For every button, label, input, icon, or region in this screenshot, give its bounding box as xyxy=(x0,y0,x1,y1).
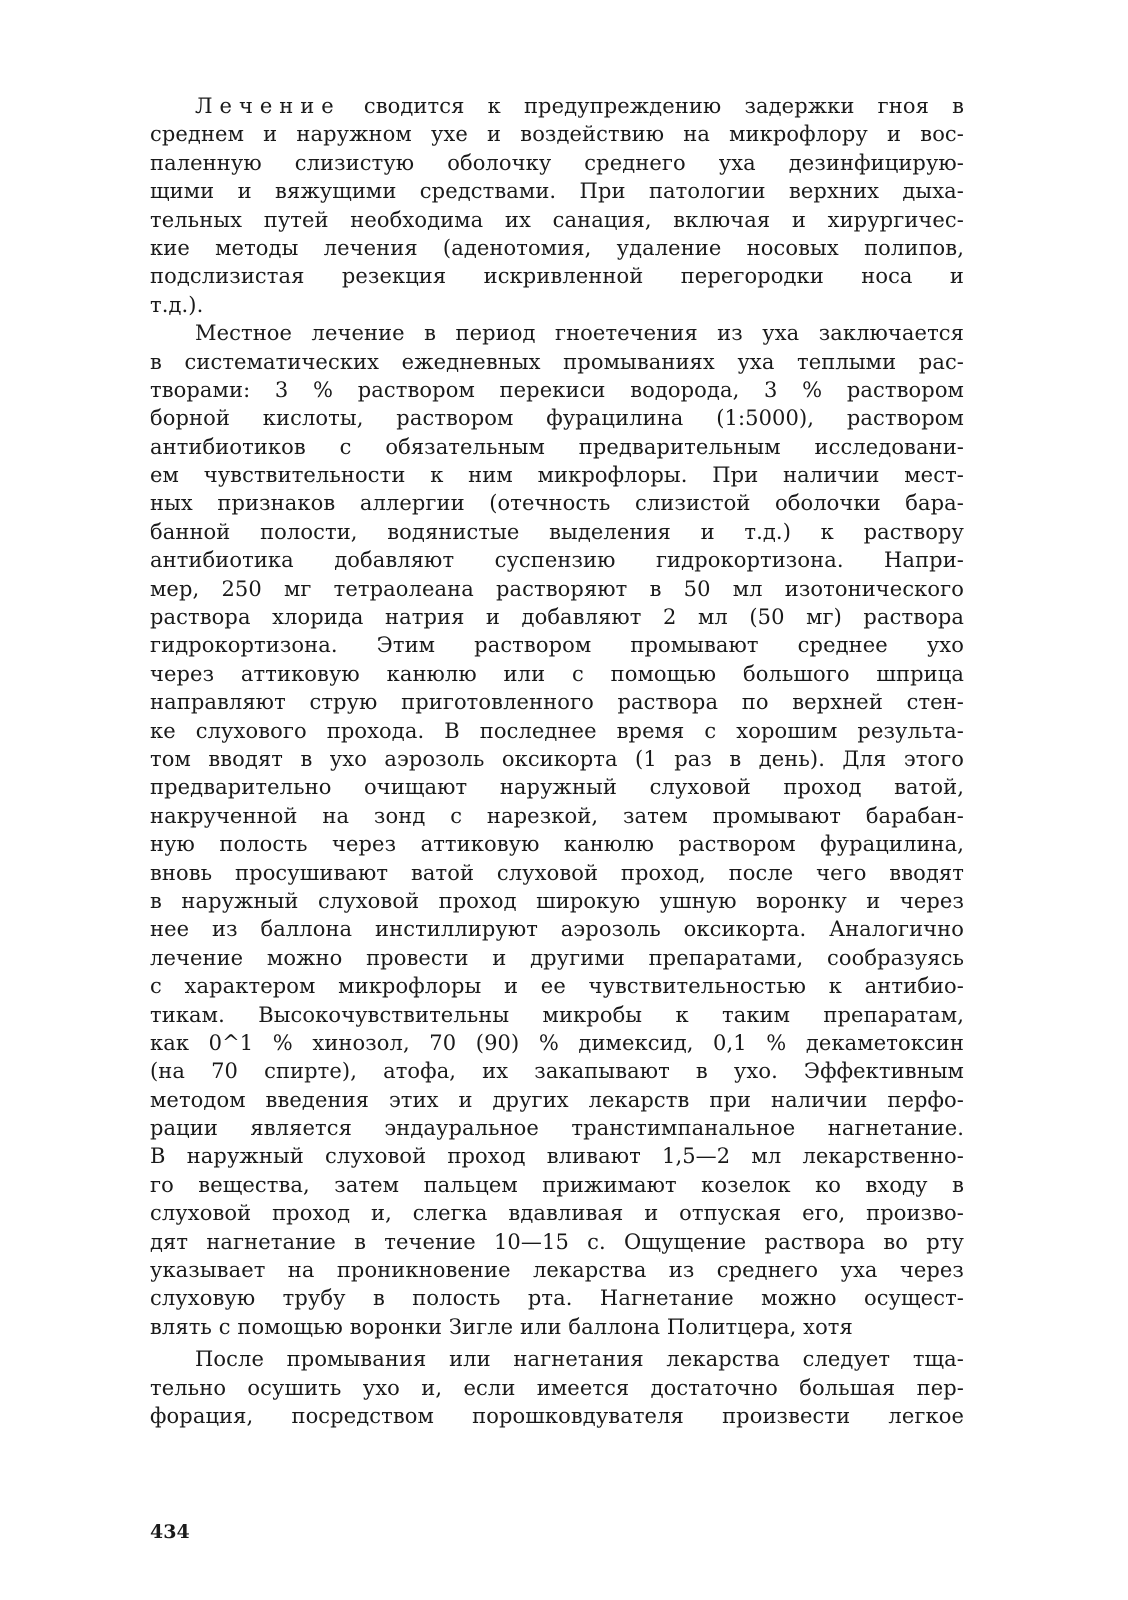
text-line: слуховую трубу в полость рта. Нагнетание можно осущест- xyxy=(150,1286,964,1311)
text-line: методом введения этих и других лекарств при наличии перфо- xyxy=(150,1087,964,1112)
text-line: нее из баллона инстиллируют аэрозоль оксикорта. Аналогично xyxy=(150,917,964,942)
text-line: форация, посредством порошковдувателя произвести легкое xyxy=(150,1403,964,1428)
text-line: паленную слизистую оболочку среднего уха дезинфицирую- xyxy=(150,150,964,175)
text-line: тикам. Высокочувствительны микробы к таким препаратам, xyxy=(150,1002,964,1027)
text-line: (на 70 спирте), атофа, их закапывают в ухо. Эффективным xyxy=(150,1059,964,1084)
text-line: как 0^1 % хинозол, 70 (90) % димексид, 0,1 % декаметоксин xyxy=(150,1030,964,1055)
text-line: дят нагнетание в течение 10—15 с. Ощущение раствора во рту xyxy=(150,1229,964,1254)
page-number: 434 xyxy=(150,1521,190,1543)
text-line: предварительно очищают наружный слуховой проход ватой, xyxy=(150,775,964,800)
text-line: ем чувствительности к ним микрофлоры. При наличии мест- xyxy=(150,463,964,488)
text-line: т.д.). xyxy=(150,292,204,317)
text-line: указывает на проникновение лекарства из среднего уха через xyxy=(150,1258,964,1283)
paragraph-1 xyxy=(150,92,964,319)
text-line: щими и вяжущими средствами. При патологии верхних дыха- xyxy=(150,179,964,204)
paragraph-2 xyxy=(150,319,964,1341)
text-line: том вводят в ухо аэрозоль оксикорта (1 раз в день). Для этого xyxy=(150,746,964,771)
text-line: раствора хлорида натрия и добавляют 2 мл (50 мг) раствора xyxy=(150,605,964,630)
text-line: слуховой проход и, слегка вдавливая и отпуская его, произво- xyxy=(150,1201,964,1226)
text-line: мер, 250 мг тетраолеана растворяют в 50 мл изотонического xyxy=(150,576,964,601)
text-line: накрученной на зонд с нарезкой, затем промывают барабан- xyxy=(150,803,964,828)
text-line: ных признаков аллергии (отечность слизистой оболочки бара- xyxy=(150,491,964,516)
text-line: Местное лечение в период гноетечения из уха заключается xyxy=(195,321,964,346)
text-line: ную полость через аттиковую канюлю раствором фурацилина, xyxy=(150,832,964,857)
text-line: с характером микрофлоры и ее чувствительностью к антибио- xyxy=(150,974,964,999)
text-line: среднем и наружном ухе и воздействию на микрофлору и вос- xyxy=(150,122,964,147)
text-line: После промывания или нагнетания лекарства следует тща- xyxy=(195,1347,964,1372)
page-body xyxy=(150,92,964,1430)
text-line: в систематических ежедневных промываниях уха теплыми рас- xyxy=(150,349,964,374)
text-line: антибиотика добавляют суспензию гидрокортизона. Напри- xyxy=(150,548,964,573)
text-line: антибиотиков с обязательным предварительным исследовани- xyxy=(150,434,964,459)
text-line: ке слухового прохода. В последнее время с хорошим результа- xyxy=(150,718,964,743)
text-line: банной полости, водянистые выделения и т.д.) к раствору xyxy=(150,519,964,544)
text-line: в наружный слуховой проход широкую ушную воронку и через xyxy=(150,888,964,913)
text-line: через аттиковую канюлю или с помощью большого шприца xyxy=(150,661,964,686)
text-line: борной кислоты, раствором фурацилина (1:5000), раствором xyxy=(150,406,964,431)
text-line: гидрокортизона. Этим раствором промывают среднее ухо xyxy=(150,633,964,658)
text-line: го вещества, затем пальцем прижимают козелок ко входу в xyxy=(150,1172,964,1197)
text-line: творами: 3 % раствором перекиси водорода, 3 % раствором xyxy=(150,377,964,402)
text-line: Лечение сводится к предупреждению задержки гноя в xyxy=(195,94,964,118)
text-line: рации является эндауральное транстимпанальное нагнетание. xyxy=(150,1116,964,1141)
text-line: кие методы лечения (аденотомия, удаление носовых полипов, xyxy=(150,235,964,260)
text-line: тельных путей необходима их санация, включая и хирургичес- xyxy=(150,207,964,232)
paragraph-3 xyxy=(150,1345,964,1430)
text-line: влять с помощью воронки Зигле или баллона Политцера, хотя xyxy=(150,1314,853,1339)
text-line: направляют струю приготовленного раствора по верхней стен- xyxy=(150,690,964,715)
text-line: подслизистая резекция искривленной перегородки носа и xyxy=(150,264,964,289)
lead-word: Лечение xyxy=(195,94,341,118)
text-line: вновь просушивают ватой слуховой проход, после чего вводят xyxy=(150,860,964,885)
text-line: В наружный слуховой проход вливают 1,5—2 мл лекарственно- xyxy=(150,1144,964,1169)
text-line: тельно осушить ухо и, если имеется достаточно большая пер- xyxy=(150,1375,964,1400)
text-line: лечение можно провести и другими препаратами, сообразуясь xyxy=(150,945,964,970)
